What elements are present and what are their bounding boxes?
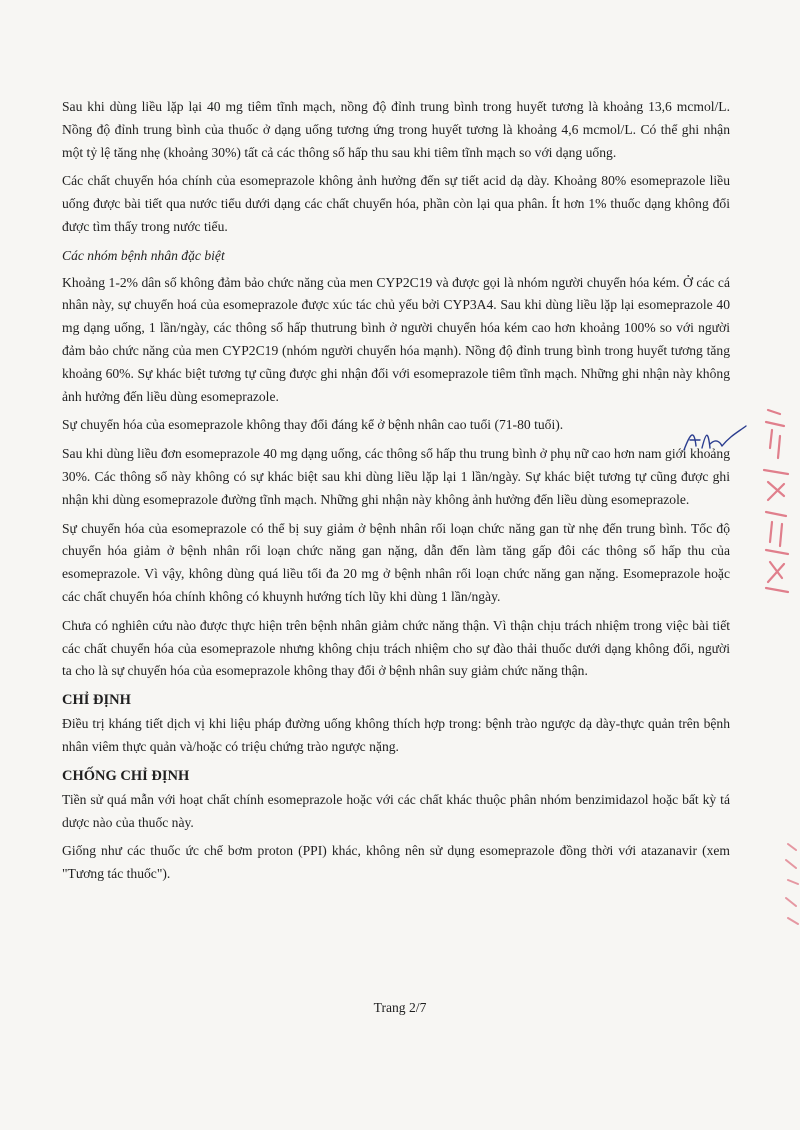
document-body <box>62 96 730 892</box>
paragraph-renal: Chưa có nghiên cứu nào được thực hiện trên bệnh nhân giảm chức năng thận. Vì thận chịu trách nhiệm trong việc bài tiết các chất chuyển hóa của esomeprazole nhưng không chịu trách nhiệm cho sự đào thải thuốc dưới dạng không đổi, người ta cho là sự chuyển hóa của esomeprazole không thay đổi ở bệnh nhân suy giảm chức năng thận. <box>62 617 730 679</box>
paragraph-indications: Điều trị kháng tiết dịch vị khi liệu pháp đường uống không thích hợp trong: bệnh trào ngược dạ dày-thực quản trên bệnh nhân viêm thực quản và/hoặc có triệu chứng trào ngược nặng. <box>62 716 730 754</box>
paragraph-hepatic: Sự chuyển hóa của esomeprazole có thể bị suy giảm ở bệnh nhân rối loạn chức năng gan từ nhẹ đến trung bình. Tốc độ chuyển hóa giảm ở bệnh nhân rối loạn chức năng gan nặng, dẫn đến làm tăng gấp đôi các thông số hấp thu của esomeprazole. Vì vậy, không dùng quá liều tối đa 20 mg ở bệnh nhân rối loạn chức năng gan nặng. Esomeprazole hoặc các chất chuyển hóa chính không có khuynh hướng tích lũy khi dùng 1 lần/ngày. <box>62 520 730 604</box>
paragraph-atazanavir: Giống như các thuốc ức chế bơm proton (PPI) khác, không nên sử dụng esomeprazole đồng thời với atazanavir (xem "Tương tác thuốc"). <box>62 843 730 882</box>
paragraph-iv-pharmacokinetics: Sau khi dùng liều lặp lại 40 mg tiêm tĩnh mạch, nồng độ đỉnh trung bình trong huyết tương là khoảng 13,6 mcmol/L. Nồng độ đỉnh trung bình của thuốc ở dạng uống tương ứng trong huyết tương là khoảng 4,6 mcmol/L. Có thể ghi nhận một tỷ lệ tăng nhẹ (khoảng 30%) tất cả các thông số hấp thu sau khi tiêm tĩnh mạch so với dạng uống. <box>62 99 730 160</box>
paragraph-metabolites: Các chất chuyển hóa chính của esomeprazole không ảnh hưởng đến sự tiết acid dạ dày. Khoảng 80% esomeprazole liều uống được bài tiết qua nước tiểu dưới dạng các chất chuyển hóa, phần còn lại qua phân. Ít hơn 1% thuốc dạng không đổi được tìm thấy trong nước tiểu. <box>62 173 730 234</box>
red-edge-mark <box>780 840 800 930</box>
paragraph-elderly: Sự chuyển hóa của esomeprazole không thay đổi đáng kể ở bệnh nhân cao tuổi (71-80 tuổi). <box>62 417 564 433</box>
heading-contraindications: CHỐNG CHỈ ĐỊNH <box>62 767 190 784</box>
paragraph-poor-metabolizers: Khoảng 1-2% dân số không đảm bảo chức năng của men CYP2C19 và được gọi là nhóm người chuyển hóa kém. Ở các cá nhân này, sự chuyển hoá của esomeprazole được xúc tác chủ yếu bởi CYP3A4. Sau khi dùng liều lặp lại esomeprazole 40 mg dạng uống, 1 lần/ngày, các thông số hấp thutrung bình ở người chuyển hóa kém cao hơn khoảng 100% so với người đảm bảo chức năng của men CYP2C19 (nhóm người chuyển hóa mạnh). Nồng độ đỉnh trung bình trong huyết tương tăng khoảng 60%. Sự khác biệt tương tự cũng được ghi nhận đối với esomeprazole tiêm tĩnh mạch. Những ghi nhận này không ảnh hưởng đến liều dùng esomeprazole. <box>62 274 730 404</box>
paragraph-gender: Sau khi dùng liều đơn esomeprazole 40 mg dạng uống, các thông số hấp thu trung bình ở phụ nữ cao hơn nam giới khoảng 30%. Các thông số này không có sự khác biệt sau khi dùng liều lặp lại 1 lần/ngày. Sự khác biệt tương tự cũng được ghi nhận khi dùng esomeprazole đường tĩnh mạch. Những ghi nhận này không ảnh hưởng đến liều dùng esomeprazole. <box>62 446 730 507</box>
page-number: Trang 2/7 <box>373 1000 427 1015</box>
handwritten-signature <box>680 420 750 460</box>
heading-indications: CHỈ ĐỊNH <box>62 692 131 709</box>
red-stamp-mark <box>754 400 800 600</box>
paragraph-hypersensitivity: Tiền sử quá mẫn với hoạt chất chính esomeprazole hoặc với các chất khác thuộc phân nhóm benzimidazol hoặc bất kỳ tá dược nào của thuốc này. <box>62 791 730 830</box>
subheading-special-populations: Các nhóm bệnh nhân đặc biệt <box>62 247 225 263</box>
